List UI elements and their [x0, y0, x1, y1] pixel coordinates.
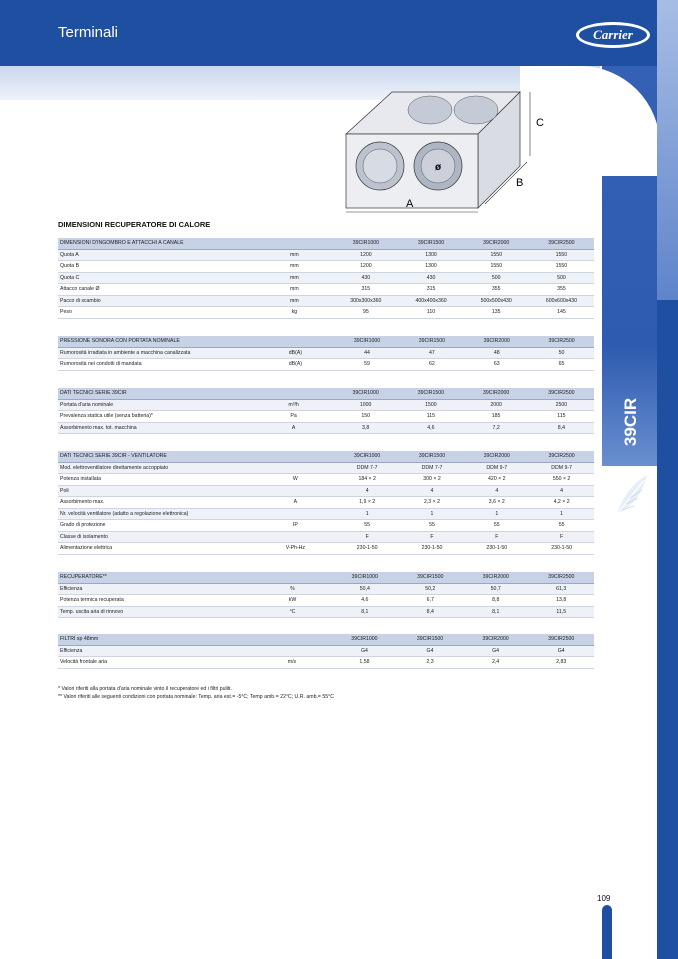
table-row: [58, 595, 594, 607]
row-value: 355: [529, 284, 594, 296]
row-value: F: [400, 531, 465, 543]
row-value: 1,58: [332, 657, 398, 669]
row-value: 1300: [398, 261, 463, 273]
page-header: [0, 0, 678, 66]
dimension-b: B: [516, 177, 524, 189]
dimension-a: A: [406, 198, 414, 210]
row-value: 50,7: [463, 583, 528, 595]
row-label: Temp. uscita aria di rinnovo: [58, 606, 253, 618]
model-header: 39CIR2500: [529, 388, 594, 399]
row-value: 315: [398, 284, 463, 296]
carrier-logo-text: Carrier: [579, 25, 647, 45]
model-header: 39CIR1000: [335, 451, 400, 462]
table-dimensions: [58, 238, 594, 319]
row-label: Potenza termica recuperata: [58, 595, 253, 607]
unit-drawing: [330, 86, 580, 216]
table-row: [58, 474, 594, 486]
table-row: [58, 583, 594, 595]
row-value: 55: [335, 520, 400, 532]
table-row: [58, 249, 594, 261]
unit-header: [252, 634, 331, 645]
row-value: 230-1-50: [400, 543, 465, 555]
row-value: 420 × 2: [464, 474, 529, 486]
row-label: Velocità frontale aria: [58, 657, 252, 669]
row-value: 1300: [398, 249, 463, 261]
row-value: 115: [398, 411, 463, 423]
row-unit: A: [256, 497, 335, 509]
table-row: [58, 422, 594, 434]
row-value: 1550: [529, 249, 594, 261]
row-value: 550 × 2: [529, 474, 594, 486]
table-row: [58, 359, 594, 371]
row-value: F: [529, 531, 594, 543]
row-value: 135: [464, 307, 529, 319]
page-number: 109: [597, 894, 611, 903]
model-header: 39CIR1000: [332, 634, 398, 645]
row-value: 1550: [529, 261, 594, 273]
row-value: 50,2: [398, 583, 463, 595]
model-header: 39CIR1500: [398, 238, 463, 249]
row-unit: Pa: [254, 411, 333, 423]
row-value: 62: [399, 359, 464, 371]
table-row: [58, 531, 594, 543]
row-value: 50: [529, 347, 594, 359]
row-unit: A: [254, 422, 333, 434]
table-row: [58, 462, 594, 474]
unit-header: [256, 451, 335, 462]
row-value: 500x500x430: [464, 295, 529, 307]
section-title: DIMENSIONI RECUPERATORE DI CALORE: [58, 220, 211, 229]
model-header: 39CIR2000: [464, 451, 529, 462]
row-unit: %: [253, 583, 332, 595]
table-row: [58, 295, 594, 307]
row-value: 8,1: [332, 606, 397, 618]
row-value: 145: [529, 307, 594, 319]
table-technical-data: [58, 388, 594, 434]
row-value: 600x600x430: [529, 295, 594, 307]
row-value: 2,4: [463, 657, 529, 669]
row-value: 2,3: [397, 657, 463, 669]
diameter-symbol: ø: [435, 162, 442, 173]
row-value: 8,1: [463, 606, 528, 618]
table-header-row: [58, 451, 594, 462]
model-header: 39CIR2500: [529, 336, 594, 347]
table-row: [58, 497, 594, 509]
row-value: 1200: [333, 249, 398, 261]
row-value: 61,3: [528, 583, 594, 595]
row-label: Classe di isolamento: [58, 531, 256, 543]
row-unit: [256, 485, 335, 497]
model-header: 39CIR1500: [398, 388, 463, 399]
row-value: F: [335, 531, 400, 543]
row-label: Mod. elettroventilatore direttamente accoppiato: [58, 462, 256, 474]
row-value: DDM 9-7: [529, 462, 594, 474]
table-row: [58, 485, 594, 497]
table-row: [58, 508, 594, 520]
row-unit: kg: [255, 307, 333, 319]
row-label: Nr. velocità ventilatore (adatto a regolazione elettronica): [58, 508, 256, 520]
row-value: 55: [464, 520, 529, 532]
model-header: 39CIR2500: [529, 451, 594, 462]
row-value: 150: [333, 411, 398, 423]
row-value: 184 × 2: [335, 474, 400, 486]
row-label: Assorbimento max.: [58, 497, 256, 509]
table-row: [58, 657, 594, 669]
row-label: Potenza installata: [58, 474, 256, 486]
row-unit: W: [256, 474, 335, 486]
row-value: G4: [332, 645, 398, 657]
edge-stripe-light: [657, 0, 678, 300]
row-unit: [256, 531, 335, 543]
row-value: 65: [529, 359, 594, 371]
model-header: 39CIR2000: [463, 572, 528, 583]
row-value: 4,6: [332, 595, 397, 607]
table-header-row: [58, 238, 594, 249]
row-value: G4: [463, 645, 529, 657]
model-header: 39CIR2000: [464, 336, 529, 347]
table-title: DATI TECNICI SERIE 39CIR - VENTILATORE: [58, 451, 256, 462]
row-value: 500: [529, 272, 594, 284]
row-value: 1,9 × 2: [335, 497, 400, 509]
row-value: 7,2: [464, 422, 529, 434]
table-title: RECUPERATORE**: [58, 572, 253, 583]
model-header: 39CIR1000: [333, 238, 398, 249]
row-value: 355: [464, 284, 529, 296]
footnote: ** Valori riferiti alle seguenti condizioni con portata nominale: Temp. aria est.= -5°C; Temp amb.= 22°C; U.R. amb.= 55°C: [58, 694, 334, 700]
table-row: [58, 307, 594, 319]
model-header: 39CIR1000: [335, 336, 400, 347]
row-value: 59: [335, 359, 400, 371]
row-label: Poli: [58, 485, 256, 497]
row-value: 4,6: [398, 422, 463, 434]
row-value: 1: [529, 508, 594, 520]
row-value: 1500: [398, 399, 463, 411]
row-label: Portata d'aria nominale: [58, 399, 254, 411]
row-value: 230-1-50: [464, 543, 529, 555]
row-value: 8,4: [529, 422, 594, 434]
table-row: [58, 411, 594, 423]
row-unit: [256, 508, 335, 520]
unit-header: [254, 388, 333, 399]
model-header: 39CIR2000: [464, 388, 529, 399]
row-unit: m/s: [252, 657, 331, 669]
row-value: 2,3 × 2: [400, 497, 465, 509]
row-label: Rumorosità irradiata in ambiente a macchina canalizzata: [58, 347, 256, 359]
model-header: 39CIR1500: [397, 634, 463, 645]
side-label: 39CIR: [621, 397, 640, 447]
table-sound-pressure: [58, 336, 594, 371]
row-unit: IP: [256, 520, 335, 532]
unit-header: [255, 238, 333, 249]
table-header-row: [58, 634, 594, 645]
row-value: 50,4: [332, 583, 397, 595]
row-value: 1: [464, 508, 529, 520]
table-header-row: [58, 388, 594, 399]
table-row: [58, 261, 594, 273]
row-unit: mm: [255, 295, 333, 307]
row-unit: mm: [255, 249, 333, 261]
row-value: 1550: [464, 249, 529, 261]
row-value: 6,7: [398, 595, 463, 607]
row-value: DDM 7-7: [335, 462, 400, 474]
unit-header: [256, 336, 334, 347]
row-value: 430: [333, 272, 398, 284]
row-label: Assorbimento max. tot. macchina: [58, 422, 254, 434]
row-value: 4,2 × 2: [529, 497, 594, 509]
row-value: 430: [398, 272, 463, 284]
model-header: 39CIR1500: [400, 451, 465, 462]
table-fan-data: [58, 451, 594, 555]
row-value: 2000: [464, 399, 529, 411]
row-value: 1200: [333, 261, 398, 273]
row-value: 4: [400, 485, 465, 497]
row-value: 13,8: [528, 595, 594, 607]
unit-header: [253, 572, 332, 583]
model-header: 39CIR2000: [463, 634, 529, 645]
row-value: 1550: [464, 261, 529, 273]
row-value: 185: [464, 411, 529, 423]
row-value: 300x300x360: [333, 295, 398, 307]
table-row: [58, 543, 594, 555]
row-label: Rumorosità nei condotti di mandata: [58, 359, 256, 371]
table-title: PRESSIONE SONORA CON PORTATA NOMINALE: [58, 336, 256, 347]
row-value: 4: [335, 485, 400, 497]
row-value: 230-1-50: [529, 543, 594, 555]
table-row: [58, 347, 594, 359]
row-label: Alimentazione elettrica: [58, 543, 256, 555]
row-value: 4: [529, 485, 594, 497]
dimension-c: C: [536, 117, 544, 129]
row-value: 44: [335, 347, 400, 359]
row-unit: mm: [255, 261, 333, 273]
footnotes: [58, 685, 334, 701]
row-unit: V-Ph-Hz: [256, 543, 335, 555]
row-label: Peso: [58, 307, 255, 319]
table-header-row: [58, 572, 594, 583]
row-label: Quota C: [58, 272, 255, 284]
row-value: 2,83: [528, 657, 594, 669]
row-label: Quota B: [58, 261, 255, 273]
table-row: [58, 520, 594, 532]
row-value: DDM 7-7: [400, 462, 465, 474]
row-value: 230-1-50: [335, 543, 400, 555]
model-header: 39CIR1500: [399, 336, 464, 347]
row-value: 115: [529, 411, 594, 423]
row-value: 1000: [333, 399, 398, 411]
row-value: 47: [399, 347, 464, 359]
row-value: F: [464, 531, 529, 543]
model-header: 39CIR1000: [332, 572, 397, 583]
row-unit: m³/h: [254, 399, 333, 411]
row-value: 55: [400, 520, 465, 532]
row-unit: kW: [253, 595, 332, 607]
row-value: 1: [400, 508, 465, 520]
row-value: 8,8: [463, 595, 528, 607]
footnote: * Valori riferiti alla portata d'aria nominale vinto il recuperatore ed i filtri puliti.: [58, 686, 232, 692]
row-unit: mm: [255, 272, 333, 284]
model-header: 39CIR2500: [528, 572, 594, 583]
table-title: FILTRI sp 48mm: [58, 634, 252, 645]
row-unit: dB(A): [256, 347, 334, 359]
row-label: Attacco canale Ø: [58, 284, 255, 296]
row-label: Prevalenza statica utile (senza batteria)*: [58, 411, 254, 423]
model-header: 39CIR1500: [398, 572, 463, 583]
row-value: 500: [464, 272, 529, 284]
table-row: [58, 606, 594, 618]
table-row: [58, 272, 594, 284]
model-header: 39CIR1000: [333, 388, 398, 399]
table-header-row: [58, 336, 594, 347]
row-label: Efficienza: [58, 645, 252, 657]
row-unit: mm: [255, 284, 333, 296]
feather-icon: [608, 468, 654, 520]
row-value: 95: [333, 307, 398, 319]
model-header: 39CIR2500: [529, 238, 594, 249]
model-header: 39CIR2000: [464, 238, 529, 249]
row-value: 4: [464, 485, 529, 497]
row-value: 63: [464, 359, 529, 371]
table-recuperator: [58, 572, 594, 618]
row-value: DDM 9-7: [464, 462, 529, 474]
table-row: [58, 399, 594, 411]
row-label: Quota A: [58, 249, 255, 261]
row-value: 315: [333, 284, 398, 296]
table-title: DIMENSIONI D'INGOMBRO E ATTACCHI A CANALE: [58, 238, 255, 249]
row-label: Efficienza: [58, 583, 253, 595]
row-unit: dB(A): [256, 359, 334, 371]
table-filters: [58, 634, 594, 669]
row-value: 48: [464, 347, 529, 359]
model-header: 39CIR2500: [528, 634, 594, 645]
row-unit: [256, 462, 335, 474]
table-row: [58, 284, 594, 296]
row-value: 11,5: [528, 606, 594, 618]
row-value: 8,4: [398, 606, 463, 618]
row-value: 110: [398, 307, 463, 319]
row-value: 55: [529, 520, 594, 532]
row-value: G4: [528, 645, 594, 657]
row-value: 3,6 × 2: [464, 497, 529, 509]
carrier-logo: [576, 22, 650, 48]
row-unit: °C: [253, 606, 332, 618]
row-value: 3,8: [333, 422, 398, 434]
row-value: G4: [397, 645, 463, 657]
table-title: DATI TECNICI SERIE 39CIR: [58, 388, 254, 399]
table-row: [58, 645, 594, 657]
row-unit: [252, 645, 331, 657]
header-title: Terminali: [58, 24, 119, 41]
row-value: 1: [335, 508, 400, 520]
row-label: Grado di protezione: [58, 520, 256, 532]
row-label: Pacco di scambio: [58, 295, 255, 307]
row-value: 2500: [529, 399, 594, 411]
row-value: 400x400x360: [398, 295, 463, 307]
page-marker: [602, 905, 612, 959]
row-value: 300 × 2: [400, 474, 465, 486]
